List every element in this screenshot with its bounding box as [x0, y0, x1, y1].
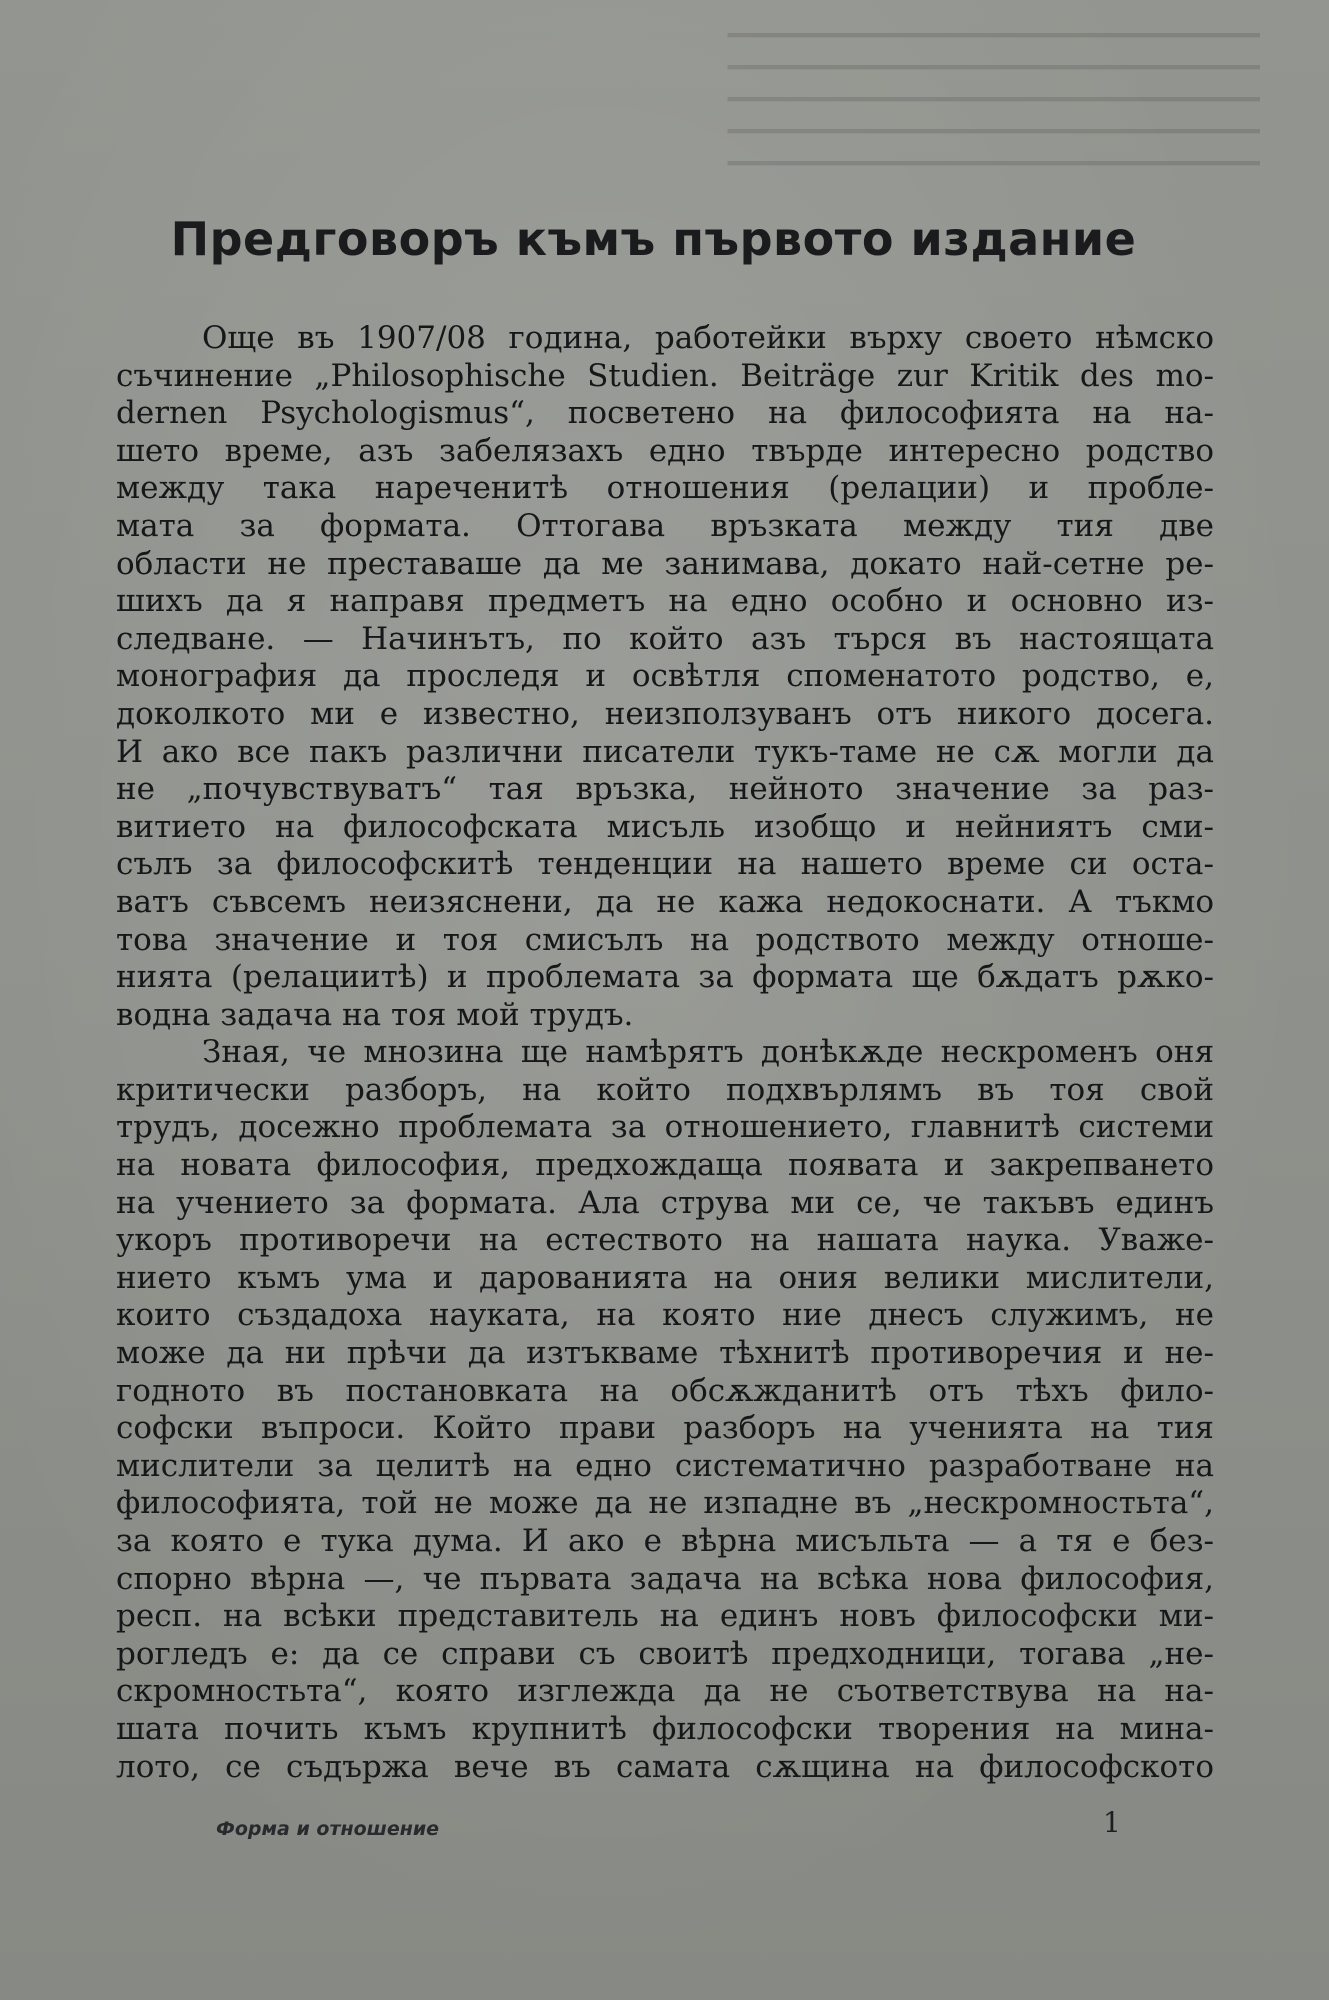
text-line: годното въ постановката на обсѫжданитѣ отъ тѣхъ фило-	[116, 1372, 1214, 1409]
text-line: мата за формата. Оттогава връзката между тия две	[116, 507, 1214, 544]
text-line: спорно вѣрна —, че първата задача на всѣка нова философия,	[116, 1560, 1214, 1597]
footer-book-title: Форма и отношение	[216, 1818, 440, 1840]
text-line: за която е тука дума. И ако е вѣрна мисъльта — а тя е без-	[116, 1523, 1214, 1559]
text-line: рогледъ е: да се справи съ своитѣ предходници, тогава „не-	[116, 1635, 1214, 1672]
text-line: Зная, че мнозина ще намѣрятъ донѣкѫде нескроменъ оня	[202, 1034, 1214, 1071]
text-line: мислители за целитѣ на едно систематично разработване на	[116, 1447, 1214, 1484]
text-line: може да ни прѣчи да изтъкваме тѣхнитѣ противоречия и не-	[116, 1335, 1214, 1372]
text-line: на новата философия, предхождаща появата и закрепването	[116, 1147, 1214, 1184]
text-line: ватъ съвсемъ неизяснени, да не кажа недокоснати. А тъкмо	[116, 883, 1214, 920]
text-line: философията, той не може да не изпадне въ „нескромностьта“,	[116, 1485, 1214, 1522]
text-line: витието на философската мисъль изобщо и нейниятъ сми-	[116, 808, 1214, 845]
page-number: 1	[1103, 1806, 1121, 1839]
text-line: сълъ за философскитѣ тенденции на нашето време си оста-	[116, 846, 1214, 883]
text-line: съчинение „Philosophische Studien. Beiträge zur Kritik des mo-	[116, 357, 1214, 394]
text-line: не „почувствуватъ“ тая връзка, нейното значение за раз-	[116, 771, 1214, 808]
text-line: монография да проследя и освѣтля споменатото родство, е,	[116, 658, 1214, 695]
text-line: шата почить къмъ крупнитѣ философски творения на мина-	[116, 1710, 1214, 1747]
text-line: между така нареченитѣ отношения (релации) и пробле-	[116, 470, 1214, 507]
text-line: респ. на всѣки представитель на единъ новъ философски ми-	[116, 1598, 1214, 1635]
text-line: нието къмъ ума и дарованията на ония велики мислители,	[116, 1259, 1214, 1296]
text-line: шихъ да я направя предметъ на едно особно и основно из-	[116, 583, 1214, 620]
page-heading: Предговоръ къмъ първото издание	[170, 212, 1137, 266]
text-line: следване. — Начинътъ, по който азъ търся въ настоящата	[116, 620, 1214, 657]
text-line: това значение и тоя смисълъ на родството между отноше-	[116, 921, 1214, 958]
text-line: софски въпроси. Който прави разборъ на ученията на тия	[116, 1410, 1214, 1447]
text-line: които създадоха науката, на която ние днесъ служимъ, не	[116, 1297, 1214, 1334]
text-line: И ако все пакъ различни писатели тукъ-таме не сѫ могли да	[116, 733, 1214, 770]
text-line: на учението за формата. Ала струва ми се, че такъвъ единъ	[116, 1184, 1214, 1221]
text-line: Още въ 1907/08 година, работейки върху своето нѣмско	[202, 320, 1214, 356]
text-line: трудъ, досежно проблемата за отношението, главнитѣ системи	[116, 1109, 1214, 1146]
bleed-through-text: ━━━━━━━━━━━━━━━━━━━━━━━━━━━━━━━━━━ ━━━━━━━━━━━━━━━━━━━━━━━━━━━━━━━━━━ ━━━━━━━━━━━━━━━━━━━━━━━━━━━━━━━━━━ ━━━━━━━━━━━━━━━━━━━━━━━━━━━━━━━━━━ ━━━━━━━━━━━━━━━━━━━━━━━━━━━━━━━━━━	[727, 21, 1260, 179]
text-line: доколкото ми е известно, неизползуванъ отъ никого досега.	[116, 695, 1214, 732]
text-line: критически разборъ, на който подхвърлямъ въ тоя свой	[116, 1071, 1214, 1108]
text-line: укоръ противоречи на естеството на нашата наука. Уваже-	[116, 1222, 1214, 1259]
text-line: нията (релациитѣ) и проблемата за формата ще бѫдатъ рѫко-	[116, 959, 1214, 996]
text-line: области не преставаше да ме занимава, докато най-сетне ре-	[116, 545, 1214, 582]
text-line: dernen Psychologismus“, посветено на философията на на-	[116, 395, 1214, 432]
paragraph-container	[116, 320, 1214, 1786]
text-line: скромностьта“, която изглежда да не съответствува на на-	[116, 1673, 1214, 1710]
text-line: шето време, азъ забелязахъ едно твърде интересно родство	[116, 432, 1214, 469]
body-text	[116, 320, 1214, 1786]
text-line: лото, се съдържа вече въ самата сѫщина на философското	[116, 1748, 1214, 1785]
text-line: водна задача на тоя мой трудъ.	[116, 996, 634, 1033]
